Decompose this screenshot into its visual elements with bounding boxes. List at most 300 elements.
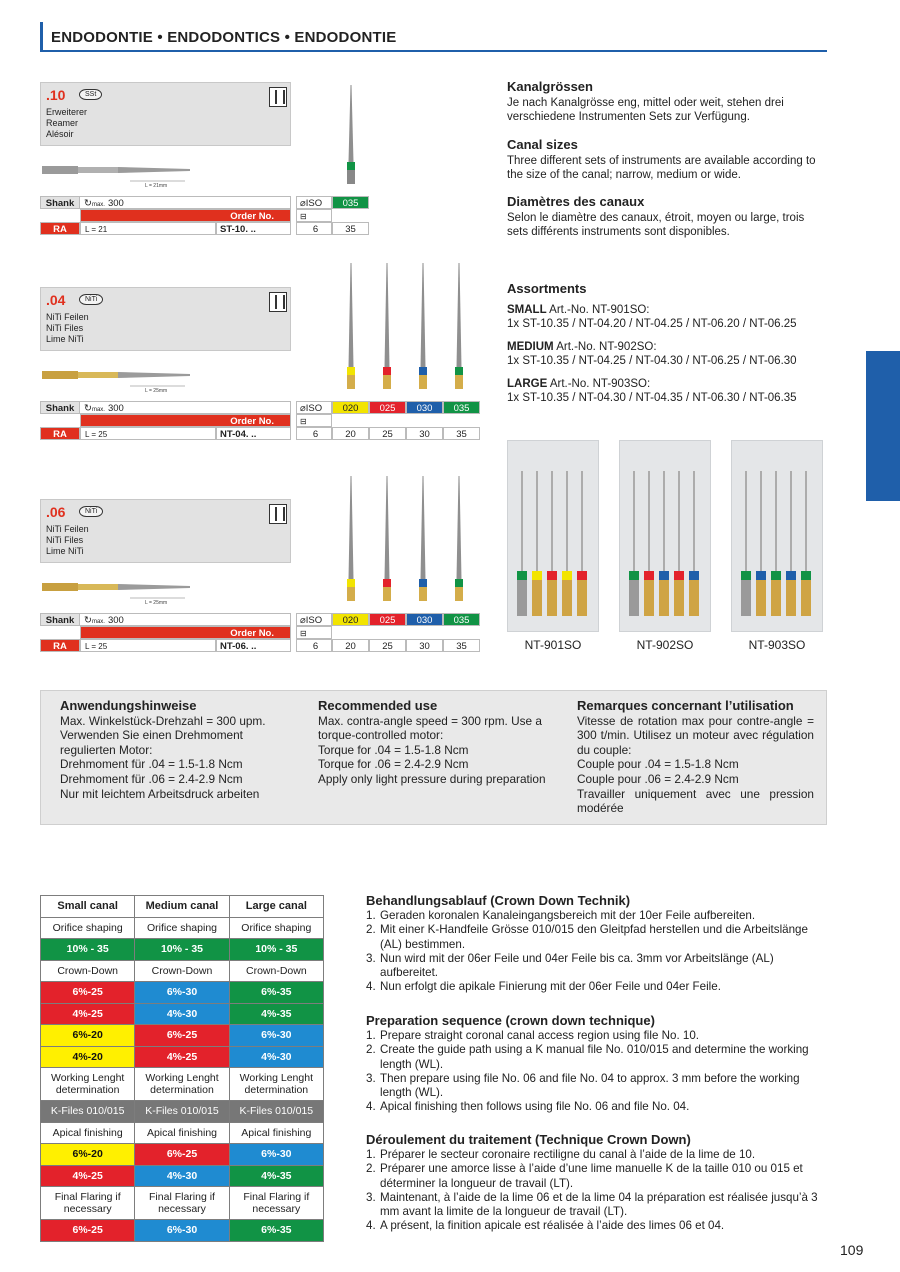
table-cell: 6%-20 (41, 1144, 135, 1166)
procedure-title: Preparation sequence (crown down technique) (366, 1013, 655, 1028)
usage-line: Couple pour .06 = 2.4-2.9 Ncm (577, 771, 739, 786)
column-header: Small canal (41, 896, 135, 918)
pack-quantity: 6 (296, 427, 332, 440)
canal-intro-de-text: Je nach Kanalgrösse eng, mittel oder weit, stehen drei verschiedene Instrumenten Sets zur Verfügung. (507, 96, 784, 123)
pack-quantity: 6 (296, 222, 332, 235)
iso-code: 035 (443, 613, 480, 626)
usage-de-title: Anwendungshinweise (60, 698, 197, 713)
table-cell: 6%-30 (135, 982, 229, 1004)
procedure-step (366, 1029, 828, 1043)
rotation-icon: ↻ (84, 403, 92, 414)
iso-code: 020 (332, 401, 369, 414)
box-file-handle (629, 580, 639, 616)
step-text: Prepare straight coronal canal access region using file No. 10. (380, 1029, 700, 1043)
column-header: Large canal (229, 896, 323, 918)
table-cell: Apical finishing (41, 1122, 135, 1144)
kit-content: 1x ST-10.35 / NT-04.30 / NT-04.35 / NT-06.30 / NT-06.35 (507, 392, 797, 404)
order-label: Order No. (80, 209, 291, 222)
usage-line: Drehmoment für .06 = 2.4-2.9 Ncm (60, 771, 243, 786)
box-file-ring (644, 571, 654, 580)
table-cell: 6%-30 (135, 1220, 229, 1242)
box-files-svg (620, 441, 712, 633)
iso-label (296, 401, 332, 414)
color-ring (383, 579, 391, 587)
speed-value: 300 (107, 198, 124, 209)
usage-line: Torque for .06 = 2.4-2.9 Ncm (318, 757, 469, 772)
box-file-ring (517, 571, 527, 580)
kit-article: Art.-No. NT-902SO: (556, 340, 657, 353)
canal-intro-fr (507, 195, 827, 240)
step-text: Nun erfolgt die apikale Finierung mit der 06er Feile und 04er Feile. (380, 980, 721, 994)
file-blade (421, 476, 426, 579)
step-number: 4. (366, 1219, 376, 1233)
box-files-svg (732, 441, 824, 633)
kit-title-line (507, 340, 837, 355)
assortment-boxes (507, 440, 827, 632)
product-names (46, 524, 89, 557)
product-name: Reamer (46, 118, 79, 128)
length-value: L = 21 (80, 222, 216, 235)
product-taper: .04 (46, 292, 66, 308)
box-file-ring (577, 571, 587, 580)
step-number: 3. (366, 951, 376, 965)
step-text: Then prepare using file No. 06 and file No. 04 to approx. 3 mm before the working length (WL). (380, 1071, 800, 1100)
handpiece-icon (269, 504, 287, 524)
step-number: 4. (366, 980, 376, 994)
diameter-icon: ⌀ (300, 615, 306, 626)
table-cell: 4%-20 (41, 1046, 135, 1068)
article-number: NT-06. .. (216, 639, 291, 652)
instrument-drawing (40, 359, 291, 395)
step-text: Préparer une amorce lisse à l’aide d’une lime manuelle K de la taille 010 ou 015 et déterminer la longueur de travail (LT). (380, 1162, 803, 1190)
table-row (41, 982, 324, 1004)
material-badge: NiTi (79, 506, 103, 517)
step-text: A présent, la finition apicale est réalisée à l’aide des limes 06 et 04. (380, 1219, 725, 1233)
product-name: Alésoir (46, 129, 74, 139)
box-file-handle (644, 580, 654, 616)
handle-shape (42, 166, 78, 174)
table-cell: Apical finishing (135, 1122, 229, 1144)
usage-de (60, 699, 297, 801)
box-file-handle (547, 580, 557, 616)
procedure-section (366, 1133, 828, 1233)
box-file-handle (674, 580, 684, 616)
handle-shape (42, 371, 78, 379)
step-number: 1. (366, 1148, 376, 1162)
procedure-step (366, 980, 828, 994)
blade-shape (118, 167, 190, 173)
handle-shape (42, 583, 78, 591)
material-badge: NiTi (79, 294, 103, 305)
assortment-kit (507, 303, 837, 332)
product-name: NiTi Feilen (46, 524, 89, 534)
table-cell: K-Files 010/015 (229, 1101, 323, 1123)
procedure-step (366, 1219, 828, 1233)
kit-content: 1x ST-10.35 / NT-04.25 / NT-04.30 / NT-06.25 / NT-06.30 (507, 355, 797, 367)
file-illustration (296, 85, 486, 192)
file-handle (419, 587, 427, 601)
table-header-row (41, 896, 324, 918)
kit-title-line (507, 303, 837, 318)
table-cell: Working Lenght determination (135, 1068, 229, 1101)
color-ring (419, 367, 427, 375)
product-name: NiTi Files (46, 535, 84, 545)
blade-shape (118, 372, 190, 378)
color-ring (347, 367, 355, 375)
file-blade (457, 476, 462, 579)
page-header (40, 22, 827, 52)
box-file-handle (801, 580, 811, 616)
usage-line: Couple pour .04 = 1.5-1.8 Ncm (577, 757, 739, 772)
table-cell: Final Flaring if necessary (229, 1187, 323, 1220)
table-cell: 10% - 35 (41, 939, 135, 961)
usage-line: Max. contra-angle speed = 300 rpm. Use a torque-controlled motor: (318, 713, 542, 743)
dimension-label: L = 25mm (145, 388, 168, 394)
box-files-svg (508, 441, 600, 633)
iso-code: 030 (406, 401, 443, 414)
diameter-icon: ⌀ (300, 198, 306, 209)
iso-code: 030 (406, 613, 443, 626)
step-text: Create the guide path using a K manual file No. 010/015 and determine the working length (WL). (380, 1043, 809, 1071)
table-cell: 4%-25 (41, 1165, 135, 1187)
table-row (41, 1025, 324, 1047)
file-handle (347, 587, 355, 601)
length-value: L = 25 (80, 427, 216, 440)
file-handle (347, 375, 355, 389)
table-cell: 6%-30 (229, 1025, 323, 1047)
product-name: Lime NiTi (46, 334, 84, 344)
size-value: 25 (369, 639, 406, 652)
file-illustration (296, 263, 486, 397)
box-file-handle (659, 580, 669, 616)
product-name: Erweiterer (46, 107, 88, 117)
table-cell: 4%-25 (41, 1003, 135, 1025)
handpiece-icon (269, 292, 287, 312)
table-cell: 6%-25 (41, 1220, 135, 1242)
procedure-step (366, 1162, 828, 1190)
box-file-ring (771, 571, 781, 580)
usage-line: Vitesse de rotation max pour contre-angle = 300 t/min. Utilisez un moteur avec régulation du couple: (577, 713, 814, 757)
file-handle (455, 587, 463, 601)
iso-code: 035 (443, 401, 480, 414)
size-value: 35 (443, 639, 480, 652)
max-label: max. (91, 619, 105, 625)
product-header (40, 499, 291, 563)
table-cell: Working Lenght determination (229, 1068, 323, 1101)
step-text: Nun wird mit der 06er Feile und 04er Feile bis ca. 3mm vor Arbeitslänge (AL) aufbereitet. (380, 951, 774, 980)
max-label: max. (91, 407, 105, 413)
instrument-drawing (40, 571, 291, 607)
product-names (46, 312, 89, 345)
usage-line: Max. Winkelstück-Drehzahl = 300 upm. Verwenden Sie einen Drehmoment regulierten Motor: (60, 713, 266, 757)
table-row (41, 1144, 324, 1166)
article-number: NT-04. .. (216, 427, 291, 440)
file-blade (349, 476, 354, 579)
step-number: 1. (366, 1029, 376, 1043)
instrument-drawing (40, 154, 291, 190)
procedure-step (366, 1072, 828, 1100)
table-cell: 4%-30 (135, 1003, 229, 1025)
box-file-ring (547, 571, 557, 580)
table-row (41, 939, 324, 961)
file-blade (457, 263, 462, 367)
color-ring (419, 579, 427, 587)
table-cell: 4%-30 (135, 1165, 229, 1187)
canal-intro-en-text: Three different sets of instruments are available according to the size of the canal; narrow, medium or wide. (507, 154, 816, 181)
table-cell: Crown-Down (41, 960, 135, 982)
product-name: NiTi Feilen (46, 312, 89, 322)
box-file-handle (786, 580, 796, 616)
pack-icon: ⊟ (296, 414, 332, 427)
rotation-icon: ↻ (84, 615, 92, 626)
step-text: Apical finishing then follows using file No. 06 and file No. 04. (380, 1100, 690, 1114)
kit-content: 1x ST-10.35 / NT-04.20 / NT-04.25 / NT-06.20 / NT-06.25 (507, 318, 797, 330)
assortment-kit (507, 377, 837, 406)
usage-fr-title: Remarques concernant l’utilisation (577, 698, 794, 713)
shank-label: Shank (40, 613, 80, 626)
table-cell: 4%-25 (135, 1046, 229, 1068)
procedure-title: Déroulement du traitement (Technique Crown Down) (366, 1132, 691, 1147)
procedure-step (366, 1191, 828, 1219)
box-file-handle (741, 580, 751, 616)
table-cell: Working Lenght determination (41, 1068, 135, 1101)
file-handle (383, 375, 391, 389)
max-speed (80, 401, 291, 414)
iso-code: 035 (332, 196, 369, 209)
table-cell: Orifice shaping (135, 917, 229, 939)
shaft-shape (78, 584, 118, 590)
rotation-icon: ↻ (84, 198, 92, 209)
table-row (41, 917, 324, 939)
table-cell: 6%-25 (135, 1144, 229, 1166)
procedure-step (366, 1148, 828, 1162)
procedure-section (366, 894, 828, 994)
iso-label (296, 613, 332, 626)
table-cell: 10% - 35 (229, 939, 323, 961)
step-number: 4. (366, 1100, 376, 1114)
procedure-step (366, 1100, 828, 1114)
header-title: ENDODONTIE • ENDODONTICS • ENDODONTIE (51, 29, 397, 46)
kit-title-line (507, 377, 837, 392)
iso-text: ISO (305, 198, 323, 209)
table-cell: 6%-25 (135, 1025, 229, 1047)
assortment-box (507, 440, 599, 632)
step-text: Mit einer K-Handfeile Grösse 010/015 den Gleitpfad herstellen und die Arbeitslänge (AL) bestimmen. (380, 923, 808, 951)
dimension-label: L = 21mm (145, 183, 168, 189)
shaft-shape (78, 167, 118, 173)
kit-name: SMALL (507, 303, 547, 316)
procedure-step (366, 923, 828, 951)
table-row (41, 1003, 324, 1025)
iso-label (296, 196, 332, 209)
iso-code: 020 (332, 613, 369, 626)
product-header (40, 82, 291, 146)
product-names (46, 107, 87, 140)
step-number: 3. (366, 1190, 376, 1204)
kit-name: MEDIUM (507, 340, 554, 353)
iso-code: 025 (369, 613, 406, 626)
step-number: 2. (366, 1162, 376, 1176)
color-ring (347, 579, 355, 587)
table-cell: Orifice shaping (229, 917, 323, 939)
step-text: Geraden koronalen Kanaleingangsbereich mit der 10er Feile aufbereiten. (380, 909, 756, 923)
step-number: 3. (366, 1071, 376, 1085)
table-row (41, 1187, 324, 1220)
box-file-handle (517, 580, 527, 616)
box-file-ring (756, 571, 766, 580)
material-badge: SSt (79, 89, 102, 100)
section-tab (866, 351, 900, 501)
table-row (41, 960, 324, 982)
box-file-ring (532, 571, 542, 580)
order-label: Order No. (80, 414, 291, 427)
box-file-ring (629, 571, 639, 580)
length-value: L = 25 (80, 639, 216, 652)
table-row (41, 1122, 324, 1144)
ra-label: RA (40, 222, 80, 235)
procedure-section (366, 1014, 828, 1114)
step-number: 2. (366, 1043, 376, 1057)
box-file-ring (659, 571, 669, 580)
box-file-ring (786, 571, 796, 580)
file-handle (347, 170, 355, 184)
box-file-ring (689, 571, 699, 580)
diameter-icon: ⌀ (300, 403, 306, 414)
speed-value: 300 (107, 403, 124, 414)
table-cell: 6%-35 (229, 982, 323, 1004)
table-cell: 6%-20 (41, 1025, 135, 1047)
assortment-box (619, 440, 711, 632)
size-value: 30 (406, 427, 443, 440)
file-blade (385, 476, 390, 579)
kit-article: Art.-No. NT-903SO: (549, 377, 651, 390)
iso-text: ISO (305, 403, 323, 414)
file-set-svg (296, 263, 486, 397)
usage-line: Nur mit leichtem Arbeitsdruck arbeiten (60, 786, 260, 801)
color-ring (383, 367, 391, 375)
file-set-svg (296, 85, 486, 192)
size-value: 20 (332, 639, 369, 652)
procedure-step (366, 909, 828, 923)
max-speed (80, 196, 291, 209)
file-handle (455, 375, 463, 389)
handpiece-icon (269, 87, 287, 107)
table-cell: 6%-30 (229, 1144, 323, 1166)
pack-icon: ⊟ (296, 209, 332, 222)
box-file-ring (801, 571, 811, 580)
kit-name: LARGE (507, 377, 548, 390)
product-name: NiTi Files (46, 323, 84, 333)
ra-label: RA (40, 639, 80, 652)
box-file-ring (562, 571, 572, 580)
color-ring (347, 162, 355, 170)
box-label: NT-901SO (524, 638, 582, 652)
box-file-handle (532, 580, 542, 616)
article-number: ST-10. .. (216, 222, 291, 235)
column-header: Medium canal (135, 896, 229, 918)
blade-shape (118, 584, 190, 590)
usage-line: Apply only light pressure during preparation (318, 771, 546, 786)
box-file-ring (741, 571, 751, 580)
box-file-handle (689, 580, 699, 616)
max-speed (80, 613, 291, 626)
step-text: Préparer le secteur coronaire rectiligne du canal à l’aide de la lime de 10. (380, 1148, 756, 1162)
assortments-title: Assortments (507, 281, 587, 296)
table-cell: 4%-35 (229, 1003, 323, 1025)
file-illustration (296, 476, 486, 609)
usage-en-title: Recommended use (318, 698, 438, 713)
file-blade (385, 263, 390, 367)
canal-intro-en (507, 138, 827, 183)
table-cell: 4%-35 (229, 1165, 323, 1187)
file-blade (349, 85, 354, 162)
table-cell: Crown-Down (229, 960, 323, 982)
shank-label: Shank (40, 196, 80, 209)
assortment-kit (507, 340, 837, 369)
table-cell: Apical finishing (229, 1122, 323, 1144)
table-cell: Orifice shaping (41, 917, 135, 939)
procedure-steps (366, 1029, 828, 1114)
color-ring (455, 367, 463, 375)
procedure-steps (366, 909, 828, 994)
box-file-ring (674, 571, 684, 580)
box-file-handle (771, 580, 781, 616)
size-value: 25 (369, 427, 406, 440)
shaft-shape (78, 372, 118, 378)
canal-table (40, 895, 324, 1242)
table-cell: Final Flaring if necessary (41, 1187, 135, 1220)
ra-label: RA (40, 427, 80, 440)
usage-line: Travailler uniquement avec une pression modérée (577, 786, 814, 816)
table-cell: 4%-30 (229, 1046, 323, 1068)
table-cell: K-Files 010/015 (135, 1101, 229, 1123)
assortment-box (731, 440, 823, 632)
box-label: NT-903SO (748, 638, 806, 652)
procedure-title: Behandlungsablauf (Crown Down Technik) (366, 893, 631, 908)
step-text: Maintenant, à l’aide de la lime 06 et de la lime 04 la préparation est réalisée jusqu’à 3 mm avant la limite de la longueur de travail (LT). (380, 1190, 818, 1219)
canal-intro-en-title: Canal sizes (507, 137, 578, 152)
page-number: 109 (840, 1242, 864, 1258)
table-cell: Final Flaring if necessary (135, 1187, 229, 1220)
pack-quantity: 6 (296, 639, 332, 652)
order-label: Order No. (80, 626, 291, 639)
product-name: Lime NiTi (46, 546, 84, 556)
table-cell: K-Files 010/015 (41, 1101, 135, 1123)
size-value: 20 (332, 427, 369, 440)
file-set-svg (296, 476, 486, 609)
step-number: 1. (366, 909, 376, 923)
size-value: 30 (406, 639, 443, 652)
table-row (41, 1220, 324, 1242)
canal-intro-de-title: Kanalgrössen (507, 79, 593, 94)
dimension-label: L = 25mm (145, 600, 168, 606)
box-file-handle (756, 580, 766, 616)
iso-text: ISO (305, 615, 323, 626)
product-taper: .06 (46, 504, 66, 520)
assortments (507, 282, 837, 414)
table-row (41, 1165, 324, 1187)
iso-code: 025 (369, 401, 406, 414)
file-blade (349, 263, 354, 367)
canal-intro-fr-text: Selon le diamètre des canaux, étroit, moyen ou large, trois sets différents instruments sont disponibles. (507, 211, 805, 238)
file-handle (383, 587, 391, 601)
size-value: 35 (443, 427, 480, 440)
usage-line: Torque for .04 = 1.5-1.8 Ncm (318, 742, 469, 757)
table-cell: 6%-35 (229, 1220, 323, 1242)
table-row (41, 1068, 324, 1101)
product-header (40, 287, 291, 351)
usage-panel (40, 690, 827, 825)
